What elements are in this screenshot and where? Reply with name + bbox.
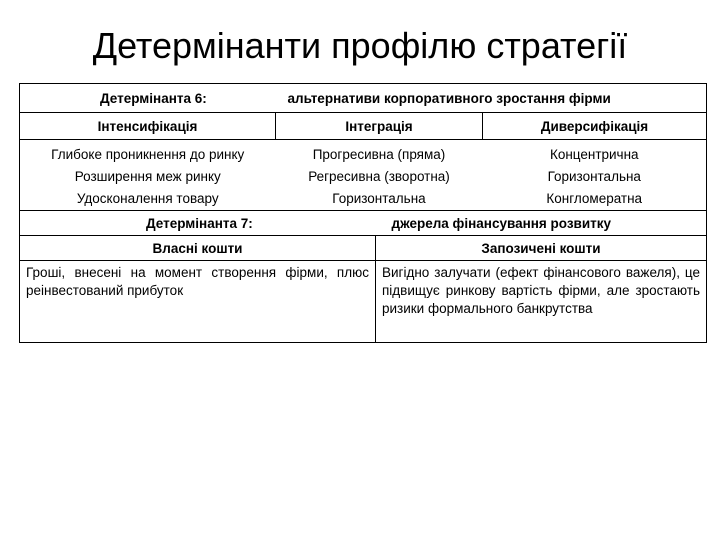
determinant-6-label: Детермінанта 6: <box>20 84 276 113</box>
determinant-7-label: Детермінанта 7: <box>20 211 376 236</box>
column-header-diversification: Диверсифікація <box>483 113 707 140</box>
column-header-integration: Інтеграція <box>276 113 483 140</box>
table-cell: Удосконалення товару <box>20 188 276 211</box>
table-cell: Глибоке проникнення до ринку <box>20 140 276 167</box>
column-header-intensification: Інтенсифікація <box>20 113 276 140</box>
table-cell: Регресивна (зворотна) <box>308 169 450 184</box>
column-header-own-funds: Власні кошти <box>20 236 376 261</box>
table-cell: Горизонтальна <box>483 166 707 188</box>
table-row <box>20 166 707 188</box>
determinant-6-value: альтернативи корпоративного зростання фірми <box>276 84 707 113</box>
table-cell: Розширення меж ринку <box>20 166 276 188</box>
determinant-6-columns <box>20 113 707 140</box>
own-funds-description: Гроші, внесені на момент створення фірми, плюс реінвестований прибуток <box>20 261 376 343</box>
determinants-table <box>19 83 707 343</box>
table-row <box>20 261 707 343</box>
determinant-7-value: джерела фінансування розвитку <box>376 211 707 236</box>
table-cell: Конгломератна <box>483 188 707 211</box>
table-row <box>20 188 707 211</box>
table-row <box>20 140 707 167</box>
table-cell: Прогресивна (пряма) <box>312 147 446 162</box>
table-cell: Горизонтальна <box>332 191 426 206</box>
determinant-7-header <box>20 211 707 236</box>
column-header-borrowed-funds: Запозичені кошти <box>376 236 707 261</box>
determinant-6-header <box>20 84 707 113</box>
page-title: Детермінанти профілю стратегії <box>92 25 628 66</box>
table-cell: Концентрична <box>483 140 707 167</box>
borrowed-funds-description: Вигідно залучати (ефект фінансового важеля), це підвищує ринкову вартість фірми, але зростають ризики формального банкрутства <box>376 261 707 343</box>
determinant-7-columns <box>20 236 707 261</box>
